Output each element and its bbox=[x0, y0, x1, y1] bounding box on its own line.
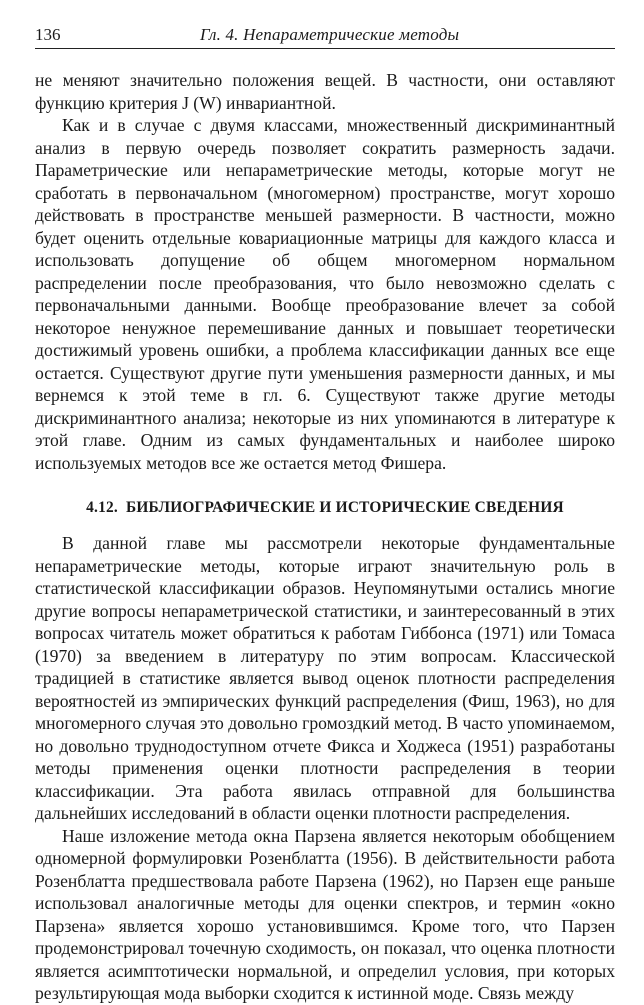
section-title: БИБЛИОГРАФИЧЕСКИЕ И ИСТОРИЧЕСКИЕ СВЕДЕНИЯ bbox=[126, 499, 564, 516]
book-page bbox=[35, 24, 615, 1005]
paragraph-bibliography: В данной главе мы рассмотрели некоторые фундаментальные непараметрические методы, которые играют значительную роль в статистической классификации образов. Неупомянутыми остались многие другие вопросы непараметрической статистики, и заинтересованный в этих вопросах читатель может обратиться к работам Гиббонса (1971) или Томаса (1970) за введением в литературу по этим вопросам. Классической традицией в статистике является вывод оценок плотности распределения вероятностей из эмпирических функций распределения (Фиш, 1963), но для многомерного случая это довольно громоздкий метод. В часто упоминаемом, но довольно труднодоступном отчете Фикса и Ходжеса (1951) разработаны методы применения оценки плотности распределения в теории классификации. Эта работа явилась отправной для большинства дальнейших исследований в области оценки плотности распределения. bbox=[35, 533, 615, 823]
section-heading bbox=[35, 498, 615, 518]
running-head bbox=[35, 24, 615, 49]
section-number: 4.12. bbox=[86, 499, 118, 516]
paragraph-parzen: Наше изложение метода окна Парзена является некоторым обобщением одномерной формулировки Розенблатта (1956). В действительности работа Розенблатта предшествовала работе Парзена (1962), но Парзен еще раньше использовал аналогичные методы для оценки спектров, и термин «окно Парзена» является хорошо установившимся. Кроме того, что Парзен продемонстрировал точечную сходимость, он показал, что оценка плотности является асимптотически нормальной, и определил условия, при которых результирующая мода выборки сходится к истинной моде. Связь между bbox=[35, 825, 615, 1003]
chapter-title: Гл. 4. Непараметрические методы bbox=[200, 25, 460, 44]
paragraph-1-text-end: инвариантной. bbox=[221, 92, 336, 113]
body-text bbox=[35, 69, 615, 1005]
paragraph-1-text-start: не меняют значительно положения вещей. В частности, они оставляют функцию критерия bbox=[35, 70, 615, 113]
paragraph-multiclass: Как и в случае с двумя классами, множественный дискриминантный анализ в первую очередь позволяет сократить размерность задачи. Параметрические или непараметрические методы, которые могут не сработать в первоначальном (многомерном) пространстве, могут хорошо действовать в пространстве меньшей размерности. В частности, можно будет оценить отдельные ковариационные матрицы для каждого класса и использовать допущение об общем многомерном нормальном распределении после преобразования, что было невозможно сделать с первоначальными данными. Вообще преобразование влечет за собой некоторое ненужное перемешивание данных и повышает теоретически достижимый уровень ошибки, а проблема классификации данных все еще остается. Существуют другие пути уменьшения размерности данных, и мы вернемся к этой теме в гл. 6. Существуют также другие методы дискриминантного анализа; некоторые из них упоминаются в литературе к этой главе. Одним из самых фундаментальных и наиболее широко используемых методов все же остается метод Фишера. bbox=[35, 115, 615, 473]
page-number: 136 bbox=[35, 25, 61, 44]
criterion-formula: J (W) bbox=[182, 92, 222, 113]
paragraph-continuation bbox=[35, 69, 615, 114]
